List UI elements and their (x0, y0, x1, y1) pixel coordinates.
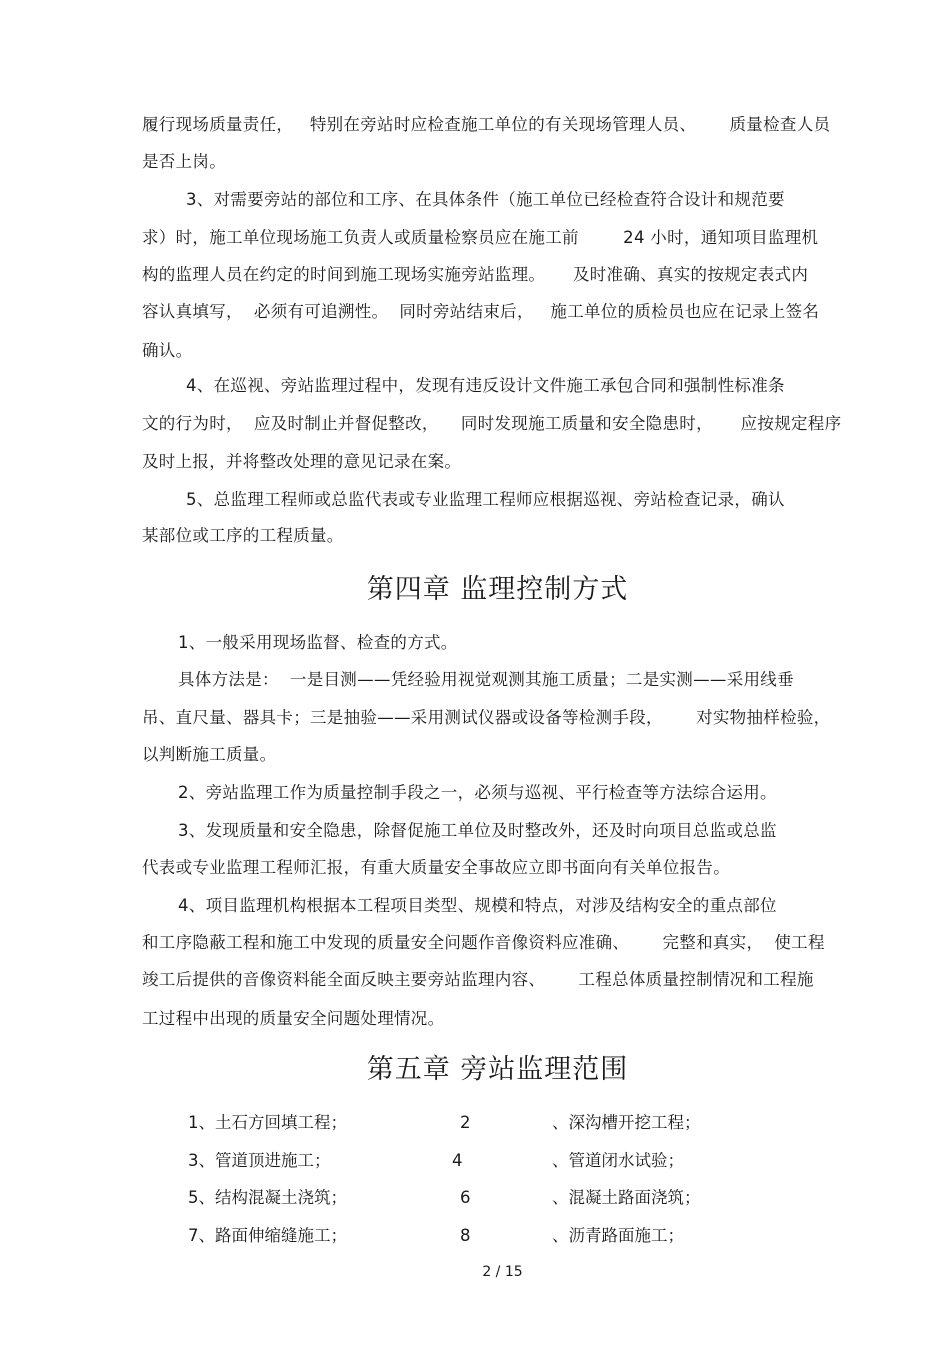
paragraph-line: 履行现场质量责任， 特别在旁站时应检查施工单位的有关现场管理人员、 质量检查人员 (142, 115, 831, 134)
scope-item-left: 5、结构混凝土浇筑； (188, 1188, 347, 1207)
scope-item-right: 、深沟槽开挖工程； (552, 1113, 701, 1132)
paragraph-line: 及时上报，并将整改处理的意见记录在案。 (142, 452, 462, 471)
paragraph-line: 求）时，施工单位现场施工负责人或质量检察员应在施工前 24 小时，通知项目监理机 (142, 228, 819, 247)
paragraph-line: 文的行为时， 应及时制止并督促整改， 同时发现施工质量和安全隐患时， 应按规定程序 (142, 414, 842, 433)
scope-item-right: 、沥青路面施工； (552, 1226, 684, 1245)
page-indicator: 2 / 15 (482, 1264, 523, 1280)
paragraph-line: 4、项目监理机构根据本工程项目类型、规模和特点，对涉及结构安全的重点部位 (178, 896, 777, 915)
scope-item-left: 3、管道顶进施工； (188, 1151, 331, 1170)
chapter-title: 第五章 旁站监理范围 (366, 1054, 629, 1085)
paragraph-line: 确认。 (142, 341, 193, 360)
paragraph-line: 容认真填写， 必须有可追溯性。 同时旁站结束后， 施工单位的质检员也应在记录上签名 (142, 302, 820, 321)
paragraph-line: 吊、直尺量、器具卡；三是抽验——采用测试仪器或设备等检测手段， 对实物抽样检验， (142, 708, 831, 727)
paragraph-line: 1、一般采用现场监督、检查的方式。 (178, 633, 458, 652)
scope-item-right: 、管道闭水试验； (552, 1151, 684, 1170)
scope-item-number: 8 (460, 1226, 471, 1245)
paragraph-line: 和工序隐蔽工程和施工中发现的质量安全问题作音像资料应准确、 完整和真实， 使工程 (142, 933, 825, 952)
chapter-title: 第四章 监理控制方式 (366, 574, 629, 605)
scope-item-number: 4 (452, 1151, 463, 1170)
scope-item-number: 2 (460, 1113, 471, 1132)
paragraph-line: 某部位或工序的工程质量。 (142, 526, 344, 545)
paragraph-line: 2、旁站监理工作为质量控制手段之一，必须与巡视、平行检查等方法综合运用。 (178, 783, 777, 802)
paragraph-line: 以判断施工质量。 (142, 745, 277, 764)
paragraph-line: 5、总监理工程师或总监代表或专业监理工程师应根据巡视、旁站检查记录，确认 (186, 490, 785, 509)
paragraph-line: 构的监理人员在约定的时间到施工现场实施旁站监理。 及时准确、真实的按规定表式内 (142, 265, 809, 284)
paragraph-line: 3、对需要旁站的部位和工序、在具体条件（施工单位已经检查符合设计和规范要 (186, 190, 785, 209)
paragraph-line: 竣工后提供的音像资料能全面反映主要旁站监理内容、 工程总体质量控制情况和工程施 (142, 970, 814, 989)
paragraph-line: 是否上岗。 (142, 152, 226, 171)
scope-item-left: 7、路面伸缩缝施工； (188, 1226, 347, 1245)
paragraph-line: 工过程中出现的质量安全问题处理情况。 (142, 1009, 445, 1028)
paragraph-line: 4、在巡视、旁站监理过程中，发现有违反设计文件施工承包合同和强制性标准条 (186, 376, 785, 395)
paragraph-line: 具体方法是： 一是目测——凭经验用视觉观测其施工质量；二是实测——采用线垂 (178, 670, 794, 689)
paragraph-line: 代表或专业监理工程师汇报，有重大质量安全事故应立即书面向有关单位报告。 (142, 858, 730, 877)
scope-item-number: 6 (460, 1188, 471, 1207)
paragraph-line: 3、发现质量和安全隐患，除督促施工单位及时整改外，还及时向项目总监或总监 (178, 821, 777, 840)
scope-item-right: 、混凝土路面浇筑； (552, 1188, 701, 1207)
scope-item-left: 1、土石方回填工程； (188, 1113, 347, 1132)
